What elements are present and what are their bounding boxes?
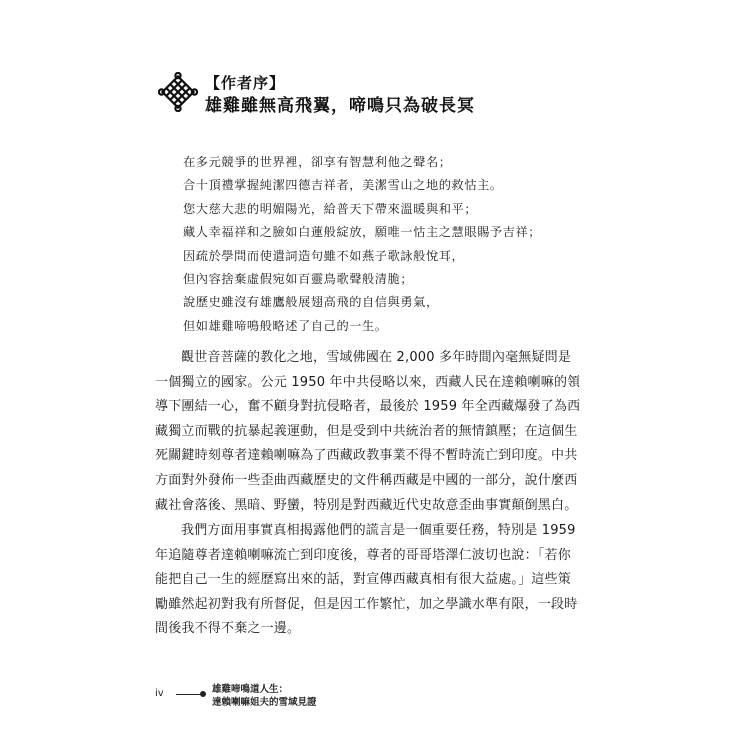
section-title: 雄雞雖無高飛翼，啼鳴只為破長冥	[205, 96, 475, 116]
paragraph-line: 間後我不得不棄之一邊。	[155, 621, 301, 637]
poem-line: 在多元競爭的世界裡，卻享有智慧利他之聲名；	[183, 155, 452, 169]
poem-line: 因疏於學問而使遣詞造句雖不如燕子歌詠般悅耳，	[183, 248, 465, 263]
paragraph-line: 死關鍵時刻尊者達賴喇嘛為了西藏政教事業不得不暫時流亡到印度。中共	[155, 448, 578, 464]
book-title-line-1: 雄雞啼鳴道人生：	[212, 684, 289, 695]
body-paragraph-1	[155, 346, 585, 518]
paragraph-line: 藏獨立而戰的抗暴起義運動，但是受到中共統治者的無情鎮壓；在這個生	[155, 423, 578, 439]
paragraph-line: 方面對外發佈一些歪曲西藏歷史的文件稱西藏是中國的一部分，說什麼西	[155, 472, 578, 488]
section-label: 【作者序】	[205, 74, 286, 92]
page-number: iv	[155, 688, 164, 699]
dedication-poem	[183, 151, 603, 338]
paragraph-line: 我們方面用事實真相揭露他們的謊言是一個重要任務，特別是 1959	[181, 523, 576, 538]
endless-knot-icon	[158, 72, 198, 112]
poem-line: 但內容捨棄虛假宛如百靈鳥歌聲般清脆；	[183, 272, 414, 287]
book-title-line-2: 達賴喇嘛姐夫的雪域見證	[212, 697, 317, 708]
paragraph-line: 年追隨尊者達賴喇嘛流亡到印度後，尊者的哥哥塔澤仁波切也說：「若你	[155, 547, 571, 563]
poem-line: 合十頂禮掌握純潔四德吉祥者，美潔雪山之地的救怙主。	[183, 178, 503, 193]
paragraph-line: 觀世音菩薩的教化之地，雪域佛國在 2,000 多年時間內毫無疑問是	[181, 350, 572, 365]
paragraph-line: 能把自己一生的經歷寫出來的話，對宣傳西藏真相有很大益處。」這些策	[155, 572, 571, 588]
paragraph-line: 導下團結一心，奮不顧身對抗侵略者，最後於 1959 年全西藏爆發了為西	[155, 399, 581, 415]
paragraph-line: 一個獨立的國家。公元 1950 年中共侵略以來，西藏人民在達賴喇嘛的領	[155, 374, 581, 390]
poem-line: 但如雄雞啼鳴般略述了自己的一生。	[183, 318, 388, 333]
running-footer	[212, 683, 317, 709]
poem-line: 說歷史雖沒有雄鷹般展翅高飛的自信與勇氣，	[183, 295, 439, 310]
paragraph-line: 勵雖然起初對我有所督促，但是因工作繁忙，加之學識水準有限，一段時	[155, 596, 578, 612]
body-paragraph-2	[155, 519, 585, 642]
poem-line: 您大慈大悲的明媚陽光，給普天下帶來溫暖與和平；	[183, 201, 478, 216]
footer-bullet-icon	[200, 691, 206, 697]
poem-line: 藏人幸福祥和之臉如白蓮般綻放，願唯一怙主之慧眼賜予吉祥；	[183, 225, 542, 240]
paragraph-line: 藏社會落後、黑暗、野蠻，特別是對西藏近代史故意歪曲事實顛倒黑白。	[155, 497, 578, 513]
footer-rule	[176, 694, 200, 695]
